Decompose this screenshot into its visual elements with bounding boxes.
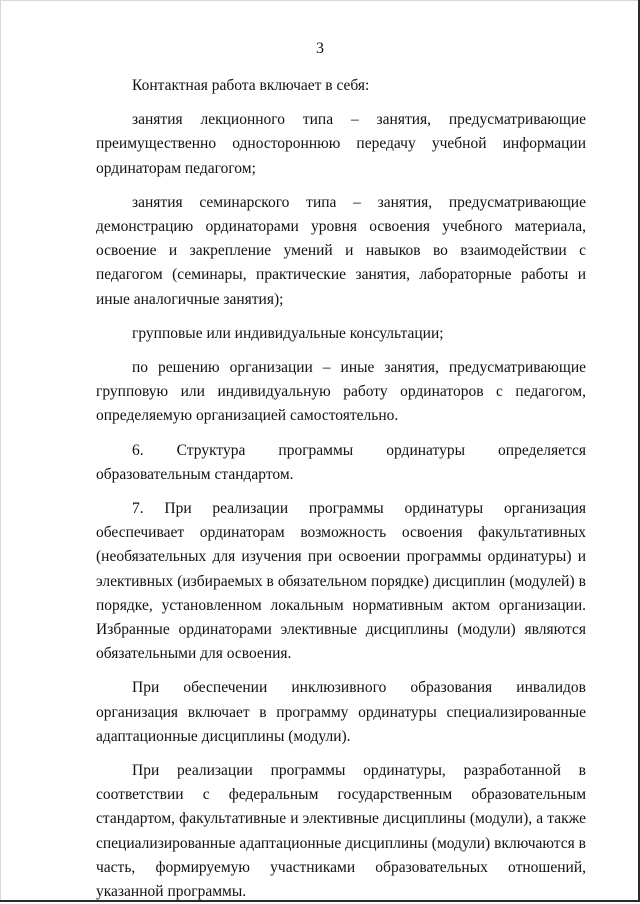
- paragraph-item-6: 6. Структура программы ординатуры определяется образовательным стандартом.: [96, 441, 586, 483]
- paragraph-inclusive-education: При обеспечении инклюзивного образования инвалидов организация включает в программу ординатуры специализированные адаптационные дисциплины (модули).: [96, 679, 586, 745]
- paragraph-item-7: 7. При реализации программы ординатуры организация обеспечивает ординаторам возможность освоения факультативных (необязательных для изучения при освоении программы ординатуры) и элективных (избираемых в обязательном порядке) дисциплин (модулей) в порядке, установленном локальным нормативным актом организации. Избранные ординаторами элективные дисциплины (модули) являются обязательными для освоения.: [96, 500, 586, 663]
- paragraph-contact-work-intro: Контактная работа включает в себя:: [132, 77, 370, 94]
- paragraph-program-implementation: При реализации программы ординатуры, разработанной в соответствии с федеральным государственным образовательным стандартом, факультативные и элективные дисциплины (модули), а также специализированные адаптационные дисциплины (модули) включаются в часть, формируемую участниками образовательных отношений, указанной программы.: [96, 762, 586, 901]
- document-body: [96, 74, 586, 904]
- paragraph-seminar-classes: занятия семинарского типа – занятия, предусматривающие демонстрацию ординаторами уровня освоения учебного материала, освоение и закрепление умений и навыков во взаимодействии с педагогом (семинары, практические занятия, лабораторные работы и иные аналогичные занятия);: [96, 193, 586, 308]
- paragraph-other-classes: по решению организации – иные занятия, предусматривающие групповую или индивидуальную работу ординаторов с педагогом, определяемую организацией самостоятельно.: [96, 359, 586, 425]
- page-number: 3: [316, 40, 324, 57]
- paragraph-consultations: групповые или индивидуальные консультации;: [132, 324, 444, 342]
- paragraph-lecture-classes: занятия лекционного типа – занятия, предусматривающие преимущественно одностороннюю передачу учебной информации ординаторам педагогом;: [96, 111, 586, 177]
